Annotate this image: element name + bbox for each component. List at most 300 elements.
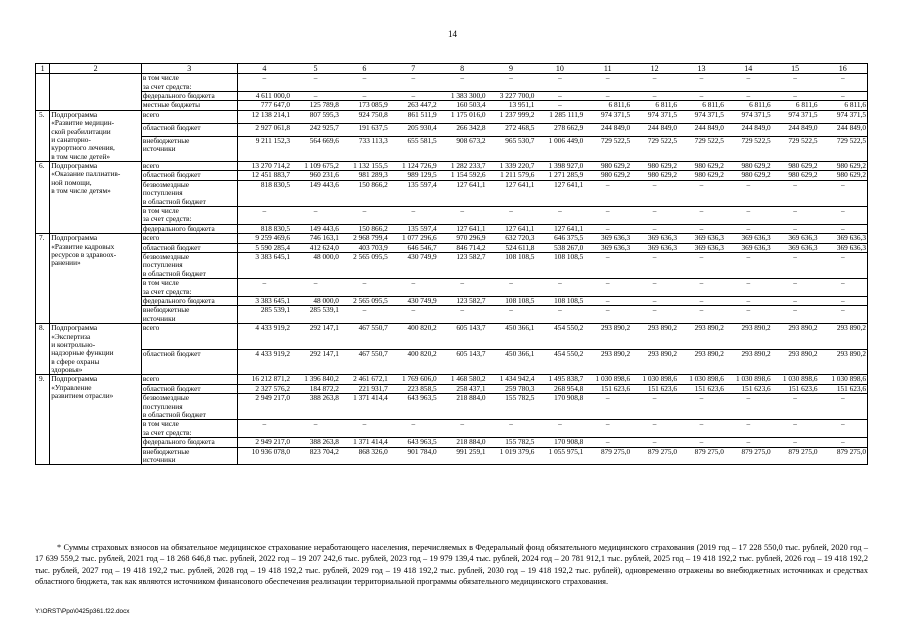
table-cell: 48 000,0 (291, 296, 340, 305)
table-cell: 1 055 975,1 (535, 447, 584, 465)
table-cell: 974 371,5 (584, 110, 631, 123)
table-cell: 974 371,5 (772, 110, 819, 123)
table-cell: 12 451 883,7 (237, 171, 291, 180)
table-cell: – (819, 91, 868, 100)
funding-source: в том числе за счет средств: (141, 74, 237, 92)
table-cell: 369 636,3 (725, 234, 772, 243)
funding-source: областной бюджет (141, 123, 237, 136)
table-cell: 293 890,2 (631, 324, 678, 350)
table-cell: – (678, 180, 725, 206)
table-cell: 970 296,9 (438, 234, 487, 243)
table-cell: – (389, 420, 438, 438)
table-cell: 729 522,5 (772, 137, 819, 162)
table-cell: – (819, 224, 868, 233)
table-cell: 272 468,5 (487, 123, 536, 136)
header-cell: 13 (678, 64, 725, 74)
table-cell: – (291, 420, 340, 438)
table-cell: 1 271 285,9 (535, 171, 584, 180)
table-row (36, 180, 868, 206)
table-cell: – (584, 296, 631, 305)
table-cell: 123 582,7 (438, 296, 487, 305)
table-cell: 980 629,2 (584, 162, 631, 171)
table-cell: – (535, 420, 584, 438)
table-cell: – (584, 253, 631, 279)
table-cell: 981 289,3 (340, 171, 389, 180)
header-cell: 6 (340, 64, 389, 74)
table-row (36, 324, 868, 350)
table-cell: 151 623,6 (584, 384, 631, 393)
subprogram-name: Подпрограмма «Развитие медицин- ской реабилитации и санаторно- курортного лечения, в том числе детей» (50, 110, 142, 161)
funding-source: в том числе за счет средств: (141, 420, 237, 438)
table-cell: – (584, 279, 631, 297)
table-cell: – (535, 306, 584, 324)
table-cell: – (291, 279, 340, 297)
table-cell: – (725, 296, 772, 305)
table-cell: – (291, 74, 340, 92)
table-cell: 244 849,0 (819, 123, 868, 136)
subprogram-name (50, 74, 142, 92)
funding-source: безвозмездные поступления в областной бюджет (141, 253, 237, 279)
table-cell: – (772, 394, 819, 420)
subprogram-name (50, 91, 142, 100)
funding-source: местные бюджеты (141, 101, 237, 110)
table-cell: – (772, 253, 819, 279)
table-cell: 170 908,8 (535, 394, 584, 420)
subprogram-name: Подпрограмма «Экспертиза и контрольно- надзорные функции в сфере охраны здоровья» (50, 324, 142, 375)
table-cell: – (678, 207, 725, 225)
table-cell: – (725, 420, 772, 438)
table-cell: 403 703,9 (340, 243, 389, 252)
table-cell: – (631, 91, 678, 100)
table-cell: – (678, 420, 725, 438)
table-cell: – (438, 420, 487, 438)
table-cell: 293 890,2 (772, 349, 819, 375)
funding-source: всего (141, 234, 237, 243)
table-cell: – (584, 180, 631, 206)
table-cell: 974 371,5 (819, 110, 868, 123)
funding-source: федерального бюджета (141, 296, 237, 305)
table-cell: 369 636,3 (631, 234, 678, 243)
table-cell: – (772, 279, 819, 297)
table-cell: 1 175 016,0 (438, 110, 487, 123)
table-cell: 266 342,8 (438, 123, 487, 136)
table-cell: – (584, 224, 631, 233)
table-cell: 2 968 799,4 (340, 234, 389, 243)
table-row (36, 384, 868, 393)
table-cell: 450 366,1 (487, 349, 536, 375)
row-number: 6. (36, 162, 50, 234)
table-cell: 1 285 111,9 (535, 110, 584, 123)
table-cell: 6 811,6 (725, 101, 772, 110)
table-row (36, 91, 868, 100)
table-cell: 450 366,1 (487, 324, 536, 350)
table-cell: – (340, 306, 389, 324)
table-row (36, 224, 868, 233)
table-cell: 1 371 414,4 (340, 394, 389, 420)
table-cell: – (819, 180, 868, 206)
table-cell: – (725, 253, 772, 279)
table-cell: 1 154 592,6 (438, 171, 487, 180)
header-cell: 7 (389, 64, 438, 74)
table-cell: – (340, 91, 389, 100)
table-row (36, 349, 868, 375)
table-cell: – (819, 74, 868, 92)
table-cell: – (487, 420, 536, 438)
table-cell: 960 231,6 (291, 171, 340, 180)
table-cell: 643 963,5 (389, 438, 438, 447)
table-cell: 369 636,3 (819, 234, 868, 243)
table-cell: 293 890,2 (584, 324, 631, 350)
table-cell: 155 782,5 (487, 394, 536, 420)
table-cell: – (631, 253, 678, 279)
table-cell: – (772, 224, 819, 233)
table-cell: 293 890,2 (725, 349, 772, 375)
table-cell: 1 211 579,6 (487, 171, 536, 180)
table-cell: 9 259 469,6 (237, 234, 291, 243)
table-cell: 2 949 217,0 (237, 394, 291, 420)
table-cell: 1 030 898,6 (772, 375, 819, 384)
table-cell: – (237, 420, 291, 438)
table-cell: – (584, 438, 631, 447)
table-row (36, 207, 868, 225)
subprogram-name: Подпрограмма «Оказание паллиатив- ной помощи, в том числе детям» (50, 162, 142, 234)
table-cell: – (678, 224, 725, 233)
table-cell: 369 636,3 (584, 234, 631, 243)
subprogram-name: Подпрограмма «Управление развитием отрасли» (50, 375, 142, 465)
funding-source: внебюджетные источники (141, 447, 237, 465)
table-cell: – (725, 279, 772, 297)
table-row (36, 110, 868, 123)
table-cell: – (487, 279, 536, 297)
table-cell: 980 629,2 (819, 171, 868, 180)
table-cell: – (819, 306, 868, 324)
table-cell: – (678, 74, 725, 92)
table-cell: – (389, 306, 438, 324)
funding-source: федерального бюджета (141, 91, 237, 100)
table-cell: 293 890,2 (819, 349, 868, 375)
table-row (36, 306, 868, 324)
table-cell: 980 629,2 (631, 162, 678, 171)
table-cell: 430 749,9 (389, 296, 438, 305)
table-cell: 127 641,1 (535, 180, 584, 206)
table-cell: 127 641,1 (487, 180, 536, 206)
table-cell: 729 522,5 (631, 137, 678, 162)
table-cell: 149 443,6 (291, 180, 340, 206)
table-cell: – (725, 91, 772, 100)
row-number: 7. (36, 234, 50, 324)
table-cell: 388 263,8 (291, 394, 340, 420)
table-cell: 980 629,2 (584, 171, 631, 180)
table-cell: 285 539,1 (291, 306, 340, 324)
table-cell: – (631, 207, 678, 225)
table-row (36, 162, 868, 171)
table-cell: – (340, 279, 389, 297)
table-cell: – (819, 438, 868, 447)
table-cell: 263 447,2 (389, 101, 438, 110)
table-cell: – (291, 207, 340, 225)
table-cell: 454 550,2 (535, 349, 584, 375)
table-cell: 430 749,9 (389, 253, 438, 279)
table-cell: 369 636,3 (678, 234, 725, 243)
table-cell: 980 629,2 (772, 162, 819, 171)
table-cell: – (819, 394, 868, 420)
table-cell: 155 782,5 (487, 438, 536, 447)
table-cell: 3 383 645,1 (237, 253, 291, 279)
table-cell: 48 000,0 (291, 253, 340, 279)
table-cell: – (725, 74, 772, 92)
table-cell: 135 597,4 (389, 224, 438, 233)
table-cell: 643 963,5 (389, 394, 438, 420)
table-cell: 1 030 898,6 (631, 375, 678, 384)
table-row (36, 123, 868, 136)
table-cell: 1 030 898,6 (819, 375, 868, 384)
table-cell: 244 849,0 (678, 123, 725, 136)
table-cell: – (237, 279, 291, 297)
table-cell: 412 624,0 (291, 243, 340, 252)
table-cell: 108 108,5 (535, 296, 584, 305)
table-cell: 980 629,2 (819, 162, 868, 171)
table-cell: 605 143,7 (438, 324, 487, 350)
table-cell: – (438, 279, 487, 297)
table-cell: 6 811,6 (678, 101, 725, 110)
header-cell: 15 (772, 64, 819, 74)
row-number (36, 101, 50, 110)
table-cell: 879 275,0 (584, 447, 631, 465)
table-cell: 1 019 379,6 (487, 447, 536, 465)
table-cell: – (819, 420, 868, 438)
header-cell: 14 (725, 64, 772, 74)
table-cell: 127 641,1 (535, 224, 584, 233)
table-cell: 2 927 061,8 (237, 123, 291, 136)
table-cell: – (772, 207, 819, 225)
table-cell: 135 597,4 (389, 180, 438, 206)
table-cell: 173 085,9 (340, 101, 389, 110)
table-cell: – (584, 420, 631, 438)
table-cell: – (819, 207, 868, 225)
table-cell: 242 925,7 (291, 123, 340, 136)
table-cell: 1 495 838,7 (535, 375, 584, 384)
table-cell: 1 371 414,4 (340, 438, 389, 447)
table-cell: 908 673,2 (438, 137, 487, 162)
table-cell: 149 443,6 (291, 224, 340, 233)
table-header-row (36, 64, 868, 74)
funding-source: безвозмездные поступления в областной бюджет (141, 180, 237, 206)
table-cell: – (631, 296, 678, 305)
header-cell: 8 (438, 64, 487, 74)
table-cell: – (340, 207, 389, 225)
table-cell: 191 637,5 (340, 123, 389, 136)
funding-source: областной бюджет (141, 171, 237, 180)
table-cell: 13 270 714,2 (237, 162, 291, 171)
funding-source: областной бюджет (141, 384, 237, 393)
table-cell: – (535, 101, 584, 110)
table-cell: 807 595,3 (291, 110, 340, 123)
table-cell: 974 371,5 (678, 110, 725, 123)
table-cell: 16 212 871,2 (237, 375, 291, 384)
table-cell: 6 811,6 (772, 101, 819, 110)
table-cell: – (584, 74, 631, 92)
table-cell: 1 030 898,6 (678, 375, 725, 384)
table-cell: – (389, 91, 438, 100)
table-cell: 879 275,0 (819, 447, 868, 465)
table-cell: – (631, 74, 678, 92)
table-cell: 924 750,8 (340, 110, 389, 123)
table-cell: 400 820,2 (389, 349, 438, 375)
table-cell: – (237, 74, 291, 92)
table-cell: 369 636,3 (772, 243, 819, 252)
table-cell: 2 949 217,0 (237, 438, 291, 447)
table-cell: 293 890,2 (725, 324, 772, 350)
table-cell: 729 522,5 (725, 137, 772, 162)
row-number (36, 91, 50, 100)
funding-source: внебюджетные источники (141, 137, 237, 162)
table-cell: 729 522,5 (678, 137, 725, 162)
table-cell: 151 623,6 (819, 384, 868, 393)
table-cell: – (725, 438, 772, 447)
table-cell: 150 866,2 (340, 224, 389, 233)
table-cell: 524 611,8 (487, 243, 536, 252)
table-cell: 259 780,3 (487, 384, 536, 393)
table-cell: 974 371,5 (631, 110, 678, 123)
table-cell: 218 884,0 (438, 438, 487, 447)
table-row (36, 243, 868, 252)
funding-source: всего (141, 375, 237, 384)
table-cell: 13 951,1 (487, 101, 536, 110)
table-cell: 2 461 672,1 (340, 375, 389, 384)
table-cell: 369 636,3 (631, 243, 678, 252)
row-number: 8. (36, 324, 50, 375)
funding-source: безвозмездные поступления в областной бюджет (141, 394, 237, 420)
header-cell: 3 (141, 64, 237, 74)
table-cell: 12 138 214,1 (237, 110, 291, 123)
table-cell: 1 398 927,0 (535, 162, 584, 171)
table-cell: – (772, 438, 819, 447)
table-cell: 818 830,5 (237, 224, 291, 233)
table-cell: – (678, 279, 725, 297)
table-cell: 1 109 675,2 (291, 162, 340, 171)
table-cell: 5 590 285,4 (237, 243, 291, 252)
table-cell: 244 849,0 (725, 123, 772, 136)
table-cell: 454 550,2 (535, 324, 584, 350)
table-cell: 980 629,2 (772, 171, 819, 180)
table-cell: 777 647,0 (237, 101, 291, 110)
table-cell: 746 163,1 (291, 234, 340, 243)
table-cell: 823 704,2 (291, 447, 340, 465)
table-cell: 6 811,6 (631, 101, 678, 110)
table-cell: 293 890,2 (772, 324, 819, 350)
footnote: * Суммы страховых взносов на обязательное медицинское страхование неработающего населения, перечисляемых в Федеральный фонд обязательного медицинского страхования (2019 год – 17 228 550,0 тыс. рублей, 2020 год – 17 639 559,2 тыс. рублей, 2021 год – 18 268 646,8 тыс. рублей, 2022 год – 19 207 242,6 тыс. рублей, 2023 год – 19 979 139,4 тыс. рублей, 2024 год – 20 781 912,1 тыс. рублей, 2025 год – 19 418 192,2 тыс. рублей, 2026 год – 19 418 192,2 тыс. рублей, 2027 год – 19 418 192,2 тыс. рублей, 2028 год – 19 418 192,2 тыс. рублей, 2029 год – 19 418 192,2 тыс. рублей, 2030 год – 19 418 192,2 тыс. рублей), одновременно отражены во внебюджетных источниках и средствах областного бюджета, так как являются источником финансового обеспечения реализации территориальной программы обязательного медицинского страхования. (35, 543, 868, 586)
table-cell: 655 581,5 (389, 137, 438, 162)
subprogram-name (50, 101, 142, 110)
table-row (36, 279, 868, 297)
table-cell: 1 396 840,2 (291, 375, 340, 384)
row-number (36, 74, 50, 92)
table-cell: 4 611 000,0 (237, 91, 291, 100)
table-row (36, 234, 868, 243)
table-cell: – (678, 91, 725, 100)
table-cell: 1 132 155,5 (340, 162, 389, 171)
table-cell: 1 030 898,6 (584, 375, 631, 384)
table-cell: 2 565 095,5 (340, 296, 389, 305)
table-cell: 285 539,1 (237, 306, 291, 324)
table-cell: 646 375,5 (535, 234, 584, 243)
table-cell: – (678, 438, 725, 447)
table-cell: 1 468 580,2 (438, 375, 487, 384)
table-cell: – (725, 394, 772, 420)
table-cell: – (438, 74, 487, 92)
table-cell: 980 629,2 (678, 171, 725, 180)
table-row (36, 375, 868, 384)
table-cell: 127 641,1 (438, 180, 487, 206)
table-cell: – (584, 306, 631, 324)
table-cell: – (340, 74, 389, 92)
table-cell: 1 434 942,4 (487, 375, 536, 384)
table-cell: 1 769 606,0 (389, 375, 438, 384)
table-cell: – (725, 180, 772, 206)
table-cell: – (237, 207, 291, 225)
table-cell: 974 371,5 (725, 110, 772, 123)
table-cell: 293 890,2 (678, 349, 725, 375)
table-cell: 160 503,4 (438, 101, 487, 110)
table-row (36, 137, 868, 162)
table-cell: – (535, 207, 584, 225)
table-cell: 151 623,6 (772, 384, 819, 393)
table-cell: 1 383 300,0 (438, 91, 487, 100)
table-cell: – (819, 296, 868, 305)
table-cell: – (678, 306, 725, 324)
table-cell: 2 565 095,5 (340, 253, 389, 279)
table-cell: 108 108,5 (487, 253, 536, 279)
table-cell: 3 227 700,0 (487, 91, 536, 100)
table-row (36, 101, 868, 110)
table-cell: – (535, 91, 584, 100)
table-body (36, 64, 868, 465)
table-cell: – (389, 207, 438, 225)
table-row (36, 394, 868, 420)
table-cell: 151 623,6 (678, 384, 725, 393)
table-cell: – (584, 394, 631, 420)
table-cell: 125 789,8 (291, 101, 340, 110)
header-cell: 2 (50, 64, 142, 74)
table-cell: – (631, 224, 678, 233)
table-cell: – (631, 306, 678, 324)
table-cell: – (725, 207, 772, 225)
table-cell: – (772, 306, 819, 324)
table-cell: 223 858,5 (389, 384, 438, 393)
subprogram-name: Подпрограмма «Развитие кадровых ресурсов в здравоох- ранении» (50, 234, 142, 324)
table-cell: – (535, 74, 584, 92)
funding-source: всего (141, 324, 237, 350)
table-cell: – (725, 224, 772, 233)
table-cell: – (678, 253, 725, 279)
table-cell: – (389, 279, 438, 297)
table-cell: – (291, 91, 340, 100)
table-row (36, 171, 868, 180)
table-cell: 2 327 576,2 (237, 384, 291, 393)
table-cell: 108 108,5 (535, 253, 584, 279)
table-row (36, 420, 868, 438)
table-cell: – (819, 279, 868, 297)
table-cell: 278 662,9 (535, 123, 584, 136)
table-cell: 3 383 645,1 (237, 296, 291, 305)
table-cell: – (772, 296, 819, 305)
table-cell: 244 849,0 (772, 123, 819, 136)
table-cell: 6 811,6 (584, 101, 631, 110)
table-cell: 1 124 726,9 (389, 162, 438, 171)
funding-source: областной бюджет (141, 349, 237, 375)
table-cell: 861 511,9 (389, 110, 438, 123)
funding-source: областной бюджет (141, 243, 237, 252)
